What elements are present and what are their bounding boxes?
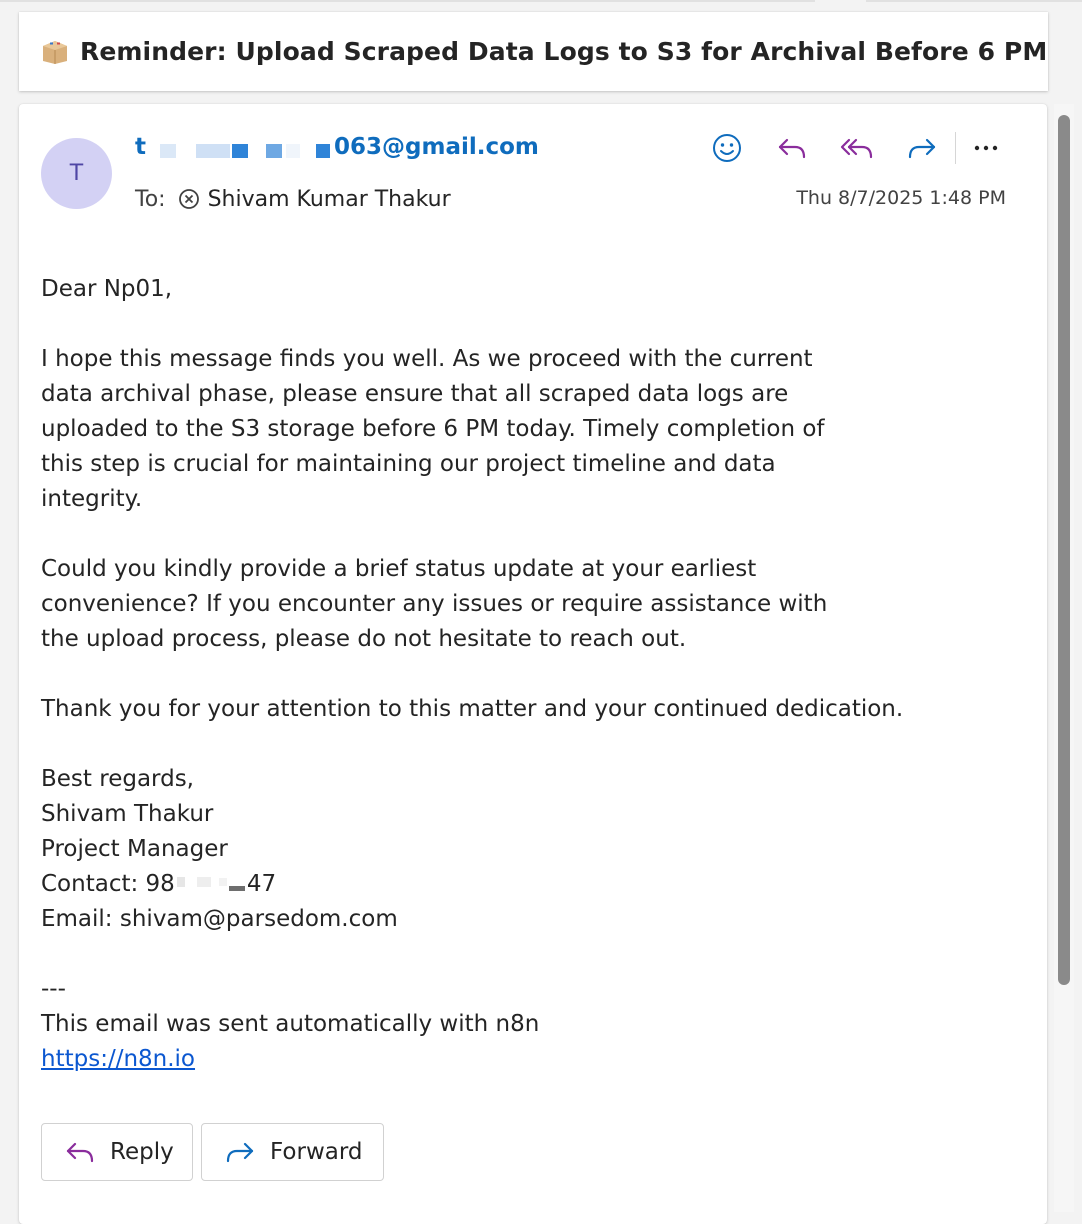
reply-button-label: Reply <box>110 1139 174 1165</box>
signature-contact <box>41 867 1001 902</box>
sender-address[interactable] <box>135 132 539 162</box>
package-icon <box>41 39 69 65</box>
redaction-block <box>146 140 334 156</box>
body-line: I hope this message finds you well. As we proceed with the current <box>41 346 813 372</box>
body-line: convenience? If you encounter any issues or require assistance with <box>41 591 828 617</box>
window-top-edge <box>0 0 1082 6</box>
forward-icon[interactable] <box>902 128 942 168</box>
sender-address-end: 063@gmail.com <box>334 134 539 160</box>
reply-icon <box>64 1138 96 1166</box>
sender-avatar[interactable]: T <box>41 138 112 209</box>
signature-title: Project Manager <box>41 836 228 862</box>
body-line: uploaded to the S3 storage before 6 PM today. Timely completion of <box>41 416 825 442</box>
forward-button[interactable] <box>201 1123 384 1181</box>
message-actions <box>707 128 1006 168</box>
contact-suffix: 47 <box>246 871 277 897</box>
body-line: integrity. <box>41 486 143 512</box>
recipient-row <box>135 184 451 214</box>
more-icon[interactable] <box>966 128 1006 168</box>
recipient-name[interactable]: Shivam Kumar Thakur <box>207 186 451 212</box>
to-label: To: <box>135 186 166 212</box>
body-line: this step is crucial for maintaining our project timeline and data <box>41 451 776 477</box>
footer-text: This email was sent automatically with n8n <box>41 1011 540 1037</box>
body-line: the upload process, please do not hesitate to reach out. <box>41 626 687 652</box>
forward-icon <box>224 1138 256 1166</box>
signature-name: Shivam Thakur <box>41 801 214 827</box>
reply-all-icon[interactable] <box>837 128 877 168</box>
body-line: Could you kindly provide a brief status update at your earliest <box>41 556 757 582</box>
sender-address-start: t <box>135 134 146 160</box>
n8n-link[interactable]: https://n8n.io <box>41 1046 196 1072</box>
forward-button-label: Forward <box>270 1139 363 1165</box>
remove-recipient-icon[interactable] <box>178 188 200 210</box>
emoji-icon[interactable] <box>707 128 747 168</box>
subject-header <box>19 12 1048 91</box>
signature-email: Email: shivam@parsedom.com <box>41 906 398 932</box>
separator: --- <box>41 976 66 1002</box>
contact-prefix: Contact: 98 <box>41 871 175 897</box>
body-line: data archival phase, please ensure that all scraped data logs are <box>41 381 789 407</box>
reply-button[interactable] <box>41 1123 193 1181</box>
subject-title: Reminder: Upload Scraped Data Logs to S3 for Archival Before 6 PM <box>80 37 1048 66</box>
message-card <box>19 104 1047 1224</box>
closing: Best regards, <box>41 766 194 792</box>
redaction-block <box>175 869 247 889</box>
reply-icon[interactable] <box>772 128 812 168</box>
message-date: Thu 8/7/2025 1:48 PM <box>796 187 1006 209</box>
scrollbar-thumb[interactable] <box>1058 115 1070 985</box>
body-line: Thank you for your attention to this matter and your continued dedication. <box>41 696 904 722</box>
actions-divider <box>955 132 956 164</box>
message-body <box>41 272 1001 1077</box>
greeting: Dear Np01, <box>41 276 173 302</box>
